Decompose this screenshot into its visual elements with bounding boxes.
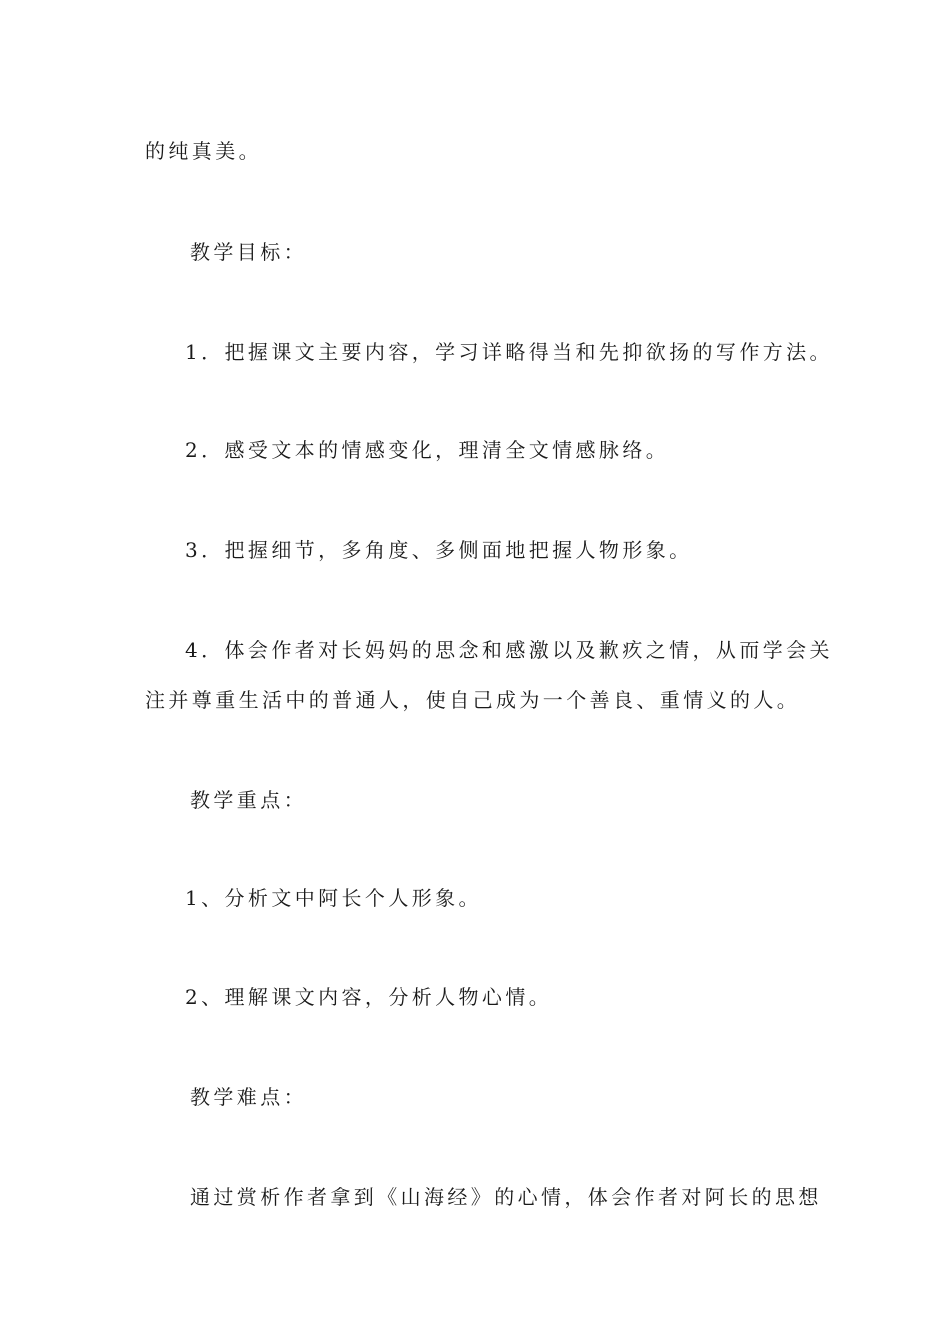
objective-item: 3．把握细节，多角度、多侧面地把握人物形象。: [185, 538, 693, 562]
key-point-item: 2、理解课文内容，分析人物心情。: [185, 985, 553, 1009]
difficulties-heading: 教学难点：: [190, 1085, 307, 1109]
difficulty-item: 通过赏析作者拿到《山海经》的心情，体会作者对阿长的思想: [190, 1185, 822, 1209]
objective-item-continuation: 注并尊重生活中的普通人，使自己成为一个善良、重情义的人。: [145, 688, 801, 712]
objective-item: 4．体会作者对长妈妈的思念和感激以及歉疚之情，从而学会关: [185, 638, 833, 662]
continuation-text: 的纯真美。: [145, 139, 262, 163]
objectives-heading: 教学目标：: [190, 240, 307, 264]
objective-item: 1．把握课文主要内容，学习详略得当和先抑欲扬的写作方法。: [185, 340, 833, 364]
key-points-heading: 教学重点：: [190, 788, 307, 812]
objective-item: 2．感受文本的情感变化，理清全文情感脉络。: [185, 438, 670, 462]
key-point-item: 1、分析文中阿长个人形象。: [185, 886, 482, 910]
